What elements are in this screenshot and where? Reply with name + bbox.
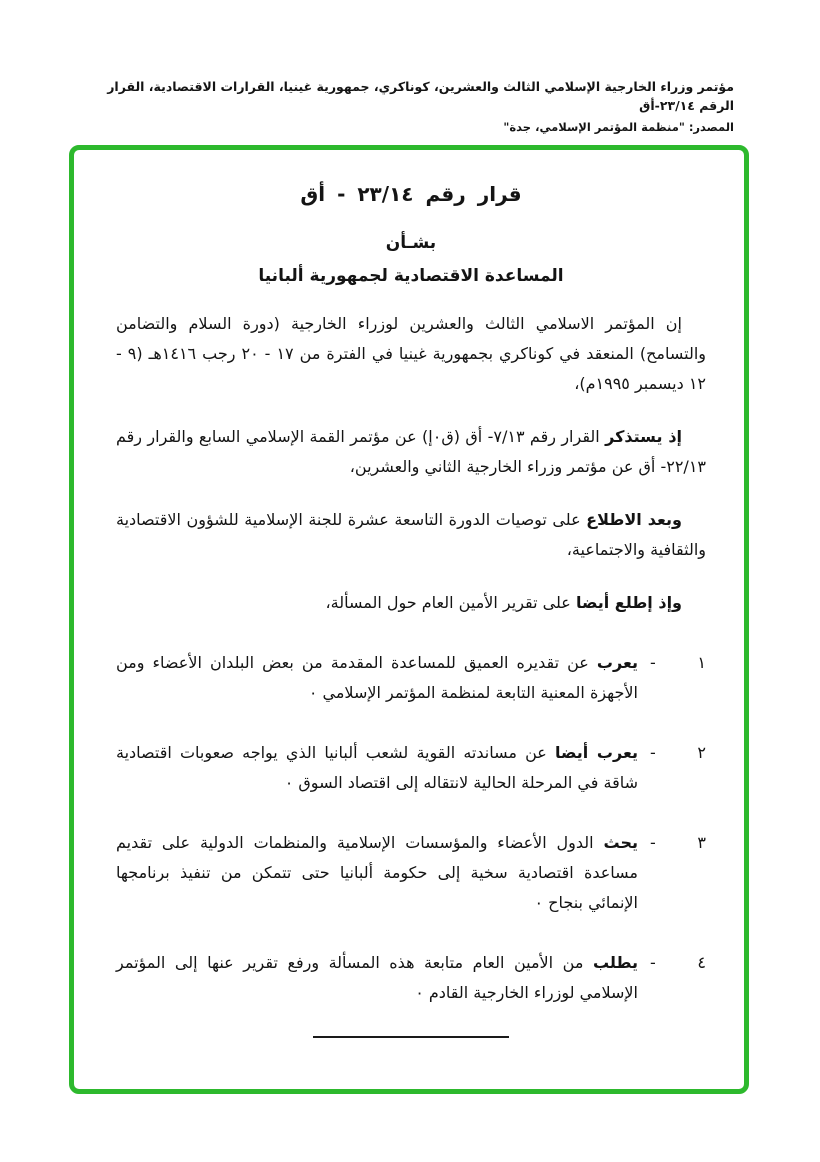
item-marker — [646, 738, 706, 798]
operative-item-2 — [116, 738, 706, 798]
item-marker — [646, 648, 706, 708]
green-annotation-frame — [69, 145, 749, 1094]
paragraph-text: على توصيات الدورة التاسعة عشرة للجنة الإسلامية للشؤون الاقتصادية والثقافية والاجتماعية، — [116, 510, 706, 559]
item-body-text: عن تقديره العميق للمساعدة المقدمة من بعض البلدان الأعضاء ومن الأجهزة المعنية التابعة لمنظمة المؤتمر الإسلامي ٠ — [116, 653, 638, 702]
item-lead: يعرب أيضا — [555, 743, 638, 762]
closing-rule-divider — [313, 1036, 509, 1038]
header-source-line: المصدر: "منظمة المؤتمر الإسلامي، جدة" — [503, 119, 734, 134]
item-dash: - — [650, 833, 656, 852]
item-text — [116, 948, 646, 1008]
resolution-about-label: بشـأن — [385, 233, 437, 253]
item-text — [116, 828, 646, 918]
item-body-text: الدول الأعضاء والمؤسسات الإسلامية والمنظمات الدولية على تقديم مساعدة اقتصادية سخية إلى حكومة ألبانيا حتى تتمكن من تنفيذ برنامجها الإنمائي بنجاح ٠ — [116, 833, 638, 912]
preamble-paragraph-2 — [116, 422, 706, 482]
item-dash: - — [650, 953, 656, 972]
preamble-paragraph-3 — [116, 505, 706, 565]
item-dash: - — [650, 743, 656, 762]
operative-item-1 — [116, 648, 706, 708]
resolution-subject: المساعدة الاقتصادية لجمهورية ألبانيا — [258, 266, 564, 286]
item-lead: يطلب — [592, 953, 638, 972]
operative-items-list — [116, 648, 706, 1008]
item-number: ٢ — [697, 743, 706, 762]
item-body-text: عن مساندته القوية لشعب ألبانيا الذي يواجه صعوبات اقتصادية شاقة في المرحلة الحالية لانتقاله إلى اقتصاد السوق ٠ — [116, 743, 638, 792]
item-marker — [646, 828, 706, 918]
item-number: ٤ — [697, 953, 706, 972]
item-text — [116, 648, 646, 708]
operative-item-4 — [116, 948, 706, 1008]
header-reference-line: مؤتمر وزراء الخارجية الإسلامي الثالث والعشرين، كوناكري، جمهورية غينيا، القرارات الاقتصادية، القرار الرقم ٢٣/١٤-أق — [107, 79, 734, 113]
paragraph-lead: إذ يستذكر — [605, 427, 683, 446]
preamble-paragraph-4 — [116, 588, 706, 618]
paragraph-text: القرار رقم ٧/١٣- أق (ق٠إ) عن مؤتمر القمة الإسلامي السابع والقرار رقم ٢٢/١٣- أق عن مؤتمر وزراء الخارجية الثاني والعشرين، — [116, 427, 706, 476]
item-text — [116, 738, 646, 798]
resolution-title: قرار رقم ٢٣/١٤ - أق — [300, 182, 522, 206]
item-number: ٣ — [697, 833, 706, 852]
item-lead: يعرب — [596, 653, 638, 672]
preamble-paragraph-1 — [116, 309, 706, 399]
paragraph-text: إن المؤتمر الاسلامي الثالث والعشرين لوزراء الخارجية (دورة السلام والتضامن والتسامح) المنعقد في كوناكري بجمهورية غينيا في الفترة من ١٧ - ٢٠ رجب ١٤١٦هـ (٩ - ١٢ ديسمبر ١٩٩٥م)، — [116, 314, 706, 393]
paragraph-lead: وإذ إطلع أيضا — [575, 593, 682, 612]
item-marker — [646, 948, 706, 1008]
item-lead: يحث — [603, 833, 638, 852]
paragraph-text: على تقرير الأمين العام حول المسألة، — [325, 593, 571, 612]
item-body-text: من الأمين العام متابعة هذه المسألة ورفع تقرير عنها إلى المؤتمر الإسلامي لوزراء الخارجية القادم ٠ — [116, 953, 638, 1002]
item-number: ١ — [697, 653, 706, 672]
paragraph-lead: وبعد الاطلاع — [586, 510, 682, 529]
operative-item-3 — [116, 828, 706, 918]
item-dash: - — [650, 653, 656, 672]
document-source-header — [80, 78, 734, 134]
